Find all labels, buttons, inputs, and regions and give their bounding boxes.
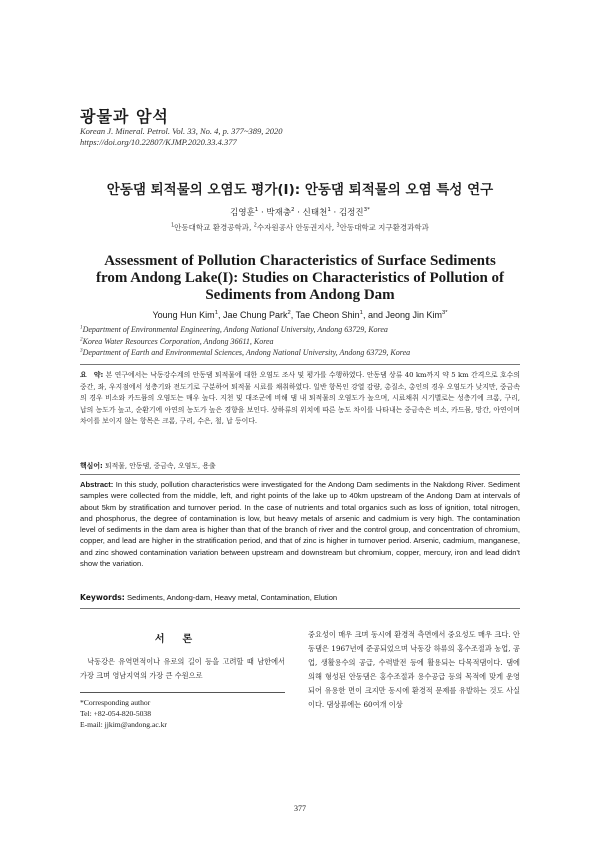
korean-author-sup: 1 — [327, 207, 331, 214]
korean-author-sup: 2 — [291, 207, 295, 214]
korean-affil-text: 안동대학교 지구환경과학과 — [339, 223, 429, 232]
english-author-separator: , — [217, 310, 223, 320]
english-author-sup: 1 — [214, 310, 218, 316]
korean-affil-sup: 2 — [253, 222, 257, 229]
english-author-sup: 1 — [359, 310, 363, 316]
english-affil-sup: 2 — [80, 335, 83, 342]
journal-meta — [80, 126, 283, 148]
english-affil-text: Department of Environmental Engineering, Andong National University, Andong 63729, Korea — [82, 325, 388, 334]
korean-abstract-label: 요 약: — [80, 371, 104, 379]
english-author-sup: 2 — [287, 310, 291, 316]
english-author-separator: , — [290, 310, 296, 320]
english-affiliation — [80, 336, 540, 348]
english-affil-text: Korea Water Resources Corporation, Andong 36611, Korea — [82, 336, 274, 346]
english-affiliation — [80, 347, 540, 359]
english-affiliations — [80, 324, 540, 359]
korean-affil-sup: 3 — [336, 222, 340, 229]
english-affil-sup: 3 — [80, 347, 83, 354]
footnote-email[interactable]: E-mail: jjkim@andong.ac.kr — [80, 720, 167, 729]
english-affil-text: Department of Earth and Environmental Sciences, Andong National University, Andong 63729, Korea — [82, 348, 411, 357]
korean-author-sup: 1 — [254, 207, 259, 214]
english-affil-sup: 1 — [80, 324, 83, 331]
english-author-name: Tae Cheon Shin — [295, 310, 360, 320]
korean-keywords — [80, 460, 216, 470]
english-author-name: Young Hun Kim — [152, 310, 215, 320]
korean-affil-text: 안동대학교 환경공학과, — [174, 223, 254, 232]
abstract-bottom-rule — [80, 608, 520, 609]
korean-author-separator: · — [330, 208, 339, 218]
journal-doi[interactable]: https://doi.org/10.22807/KJMP.2020.33.4.377 — [80, 137, 237, 147]
journal-name: 광물과 암석 — [80, 107, 169, 126]
korean-author-name: 신태천 — [302, 208, 328, 218]
korean-title: 안동댐 퇴적물의 오염도 평가(I): 안동댐 퇴적물의 오염 특성 연구 — [106, 182, 494, 198]
corresponding-footnote — [80, 692, 285, 730]
english-abstract-text: In this study, pollution characteristics were investigated for the Andong Dam sediments in the Nakdong River. Sediment samples were collected from the middle, left, and right points of the lake up to 40km upstream of the Andong Dam at intervals of about 5km by stratification and turnover period. In the case of nutrients and total organics such as loss of ignition, total nitrogen, and phosphorus, the degree of contamination is low, but heavy metals of arsenic and cadmium is very high. The contamination level of sediments in the dam area is higher than that of the branch of river and the control group, and concentration of chromium, copper, and lead are higher in the stratification period, and that of zinc is higher in turnover period. Arsenic, cadmium, manganese, and zinc showed contamination variation between upstream and downstream but chromium, copper, mercury, iron and lead didn't show the variation. — [80, 480, 520, 569]
korean-authors — [0, 206, 600, 218]
korean-author-name: 김영훈 — [230, 208, 255, 218]
english-abstract — [80, 479, 520, 569]
english-authors — [0, 310, 600, 320]
english-author-name: Jeong Jin Kim — [385, 310, 442, 320]
intro-left-column: 낙동강은 유역면적이나 유로의 길이 등을 고려할 때 남한에서 가장 크며 영남지역의 가장 큰 수원으로 — [80, 657, 285, 680]
english-keywords-label: Keywords: — [80, 593, 125, 602]
english-keywords-text: Sediments, Andong-dam, Heavy metal, Contamination, Elution — [124, 593, 338, 602]
korean-affil-text: 수자원공사 안동권지사, — [256, 223, 337, 232]
korean-author-separator: · — [258, 208, 267, 218]
english-abstract-label: Abstract: — [80, 480, 114, 489]
korean-author-separator: · — [294, 208, 303, 218]
footnote-tel: Tel: +82-054-820-5038 — [80, 709, 152, 718]
korean-abstract-text: 본 연구에서는 낙동강수계의 안동댐 퇴적물에 대한 오염도 조사 및 평가를 수행하였다. 안동댐 상류 40 km까지 약 5 km 간격으로 호수의 중간, 좌, 우지점에서 성층기와 전도기로 구분하여 퇴적물 시료를 채취하였다. 일반 항목인 강열 감량, 총질소, 총인의 경우 오염도가 낮지만, 중금속의 경우 비소와 카드뮴의 오염도는 매우 높다. 지천 및 대조군에 비해 댐 내 퇴적물의 오염도가 높으며, 시료채취 시기별로는 성층기에 크롬, 구리, 납의 농도가 높고, 순환기에 아연의 농도가 높은 경향을 보인다. 상하류의 위치에 따른 농도 차이를 나타내는 중금속은 비소, 카드뮴, 망간, 아연이며 차이를 보이지 않는 항목은 크롬, 구리, 수은, 철, 납 등이다. — [80, 371, 520, 426]
english-keywords — [80, 593, 337, 602]
korean-keywords-text: 퇴적물, 안동댐, 중금속, 오염도, 용출 — [102, 462, 216, 470]
intro-heading: 서론 — [154, 634, 211, 645]
abstract-mid-rule — [80, 474, 520, 475]
korean-author-name: 김정진 — [338, 208, 364, 218]
page-number: 377 — [294, 804, 306, 813]
korean-author-sup: 3* — [363, 207, 370, 214]
korean-author-name: 박재충 — [266, 208, 292, 218]
korean-affil-sup: 1 — [171, 222, 175, 229]
intro-right-column: 중요성이 매우 크며 동시에 환경적 측면에서 중요성도 매우 크다. 안동댐은 1967년에 준공되었으며 낙동강 하류의 홍수조절과 농업, 공업, 생활용수의 공급, 수력발전 등에 활용되는 다목적댐이다. 댐에 의해 형성된 안동댐은 홍수조절과 용수공급 등의 목적에 맞게 운영되어 유용한 면이 크지만 동시에 환경적 문제를 유발하는 것도 사실이다. 댐상류에는 60여개 이상 — [308, 630, 520, 709]
korean-affiliations — [0, 222, 600, 233]
english-title: Assessment of Pollution Characteristics of Surface Sediments from Andong Lake(I): Studies on Characteristics of Pollution of Sediments from Andong Dam — [95, 253, 505, 303]
korean-keywords-label: 핵심어: — [80, 462, 103, 470]
abstract-top-rule — [80, 364, 520, 365]
english-author-separator: , and — [362, 310, 386, 320]
footnote-corresponding: *Corresponding author — [80, 698, 151, 707]
korean-abstract — [80, 370, 520, 428]
english-author-sup: 3* — [442, 310, 448, 316]
english-affiliation — [80, 324, 540, 336]
journal-citation: Korean J. Mineral. Petrol. Vol. 33, No. 4, p. 377~389, 2020 — [80, 126, 283, 136]
english-author-name: Jae Chung Park — [222, 310, 288, 320]
